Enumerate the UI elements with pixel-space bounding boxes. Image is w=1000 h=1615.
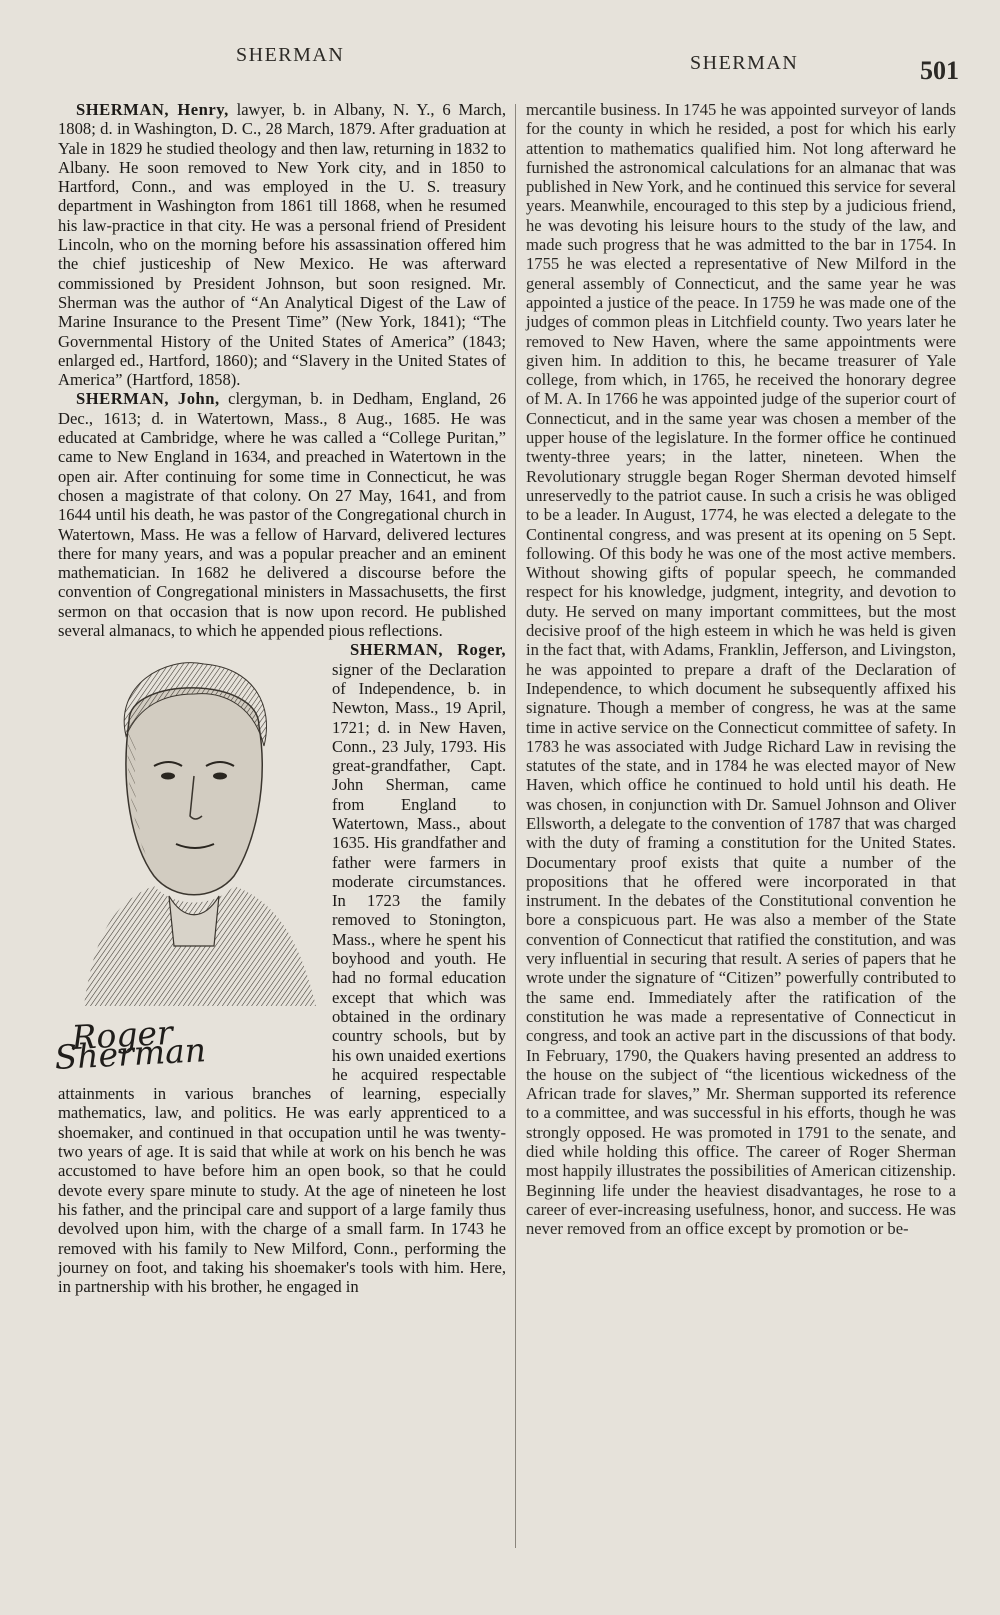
column-divider	[515, 104, 516, 1548]
entry-henry	[58, 100, 506, 389]
running-head-right: SHERMAN	[690, 52, 799, 74]
entry-name: SHERMAN, Roger,	[350, 640, 506, 660]
signature: Roger Sherman	[53, 1013, 207, 1078]
running-head-left: SHERMAN	[236, 44, 345, 66]
portrait-figure	[54, 646, 326, 1076]
entry-text: clergyman, b. in Dedham, England, 26 Dec., 1613; d. in Watertown, Mass., 8 Aug., 1685. He was educated at Cambridge, where he was called a “College Puritan,” came to New England in 1634, and preached in Watertown in the open air. After continuing for some time in Connecticut, he was chosen a magistrate of that colony. On 27 May, 1641, and from 1644 until his death, he was pastor of the Congregational church in Watertown, Mass. He was a fellow of Harvard, delivered lectures there for many years, and was a popular preacher and an eminent mathematician. In 1682 he delivered a discourse before the convention of Congregational ministers in Massachusetts, the first sermon on that occasion that is now upon record. He published several almanacs, to which he appended pious reflections.	[58, 389, 506, 641]
entry-name: SHERMAN, John,	[76, 389, 220, 409]
right-column	[526, 100, 956, 1239]
entry-name: SHERMAN, Henry,	[76, 100, 229, 119]
entry-john	[58, 389, 506, 640]
entry-text: lawyer, b. in Albany, N. Y., 6 March, 1808; d. in Washington, D. C., 28 March, 1879. After graduation at Yale in 1829 he studied theology and then law, returning in 1832 to Albany. He soon removed to New York city, and in 1850 to Hartford, Conn., and was employed in the U. S. treasury department in Washington from 1861 till 1868, when he resumed his law-practice in that city. He was a personal friend of President Lincoln, who on the morning before his assassination offered him the chief justiceship of New Mexico. He was afterward commissioned by President Johnson, but soon resigned. Mr. Sherman was the author of “An Analytical Digest of the Law of Marine Insurance to the Present Time” (New York, 1841); “The Governmental History of the United States of America” (1843; enlarged ed., Hartford, 1860); and “Slavery in the United States of America” (Hartford, 1858).	[58, 100, 506, 390]
entry-roger-continued: mercantile business. In 1745 he was appointed surveyor of lands for the county in which he resided, a post for which his early attention to mathematics qualified him. Not long afterward he furnished the astronomical calculations for an almanac that was published in New York, and he continued this service for several years. Meanwhile, encouraged to this step by a judicious friend, he was devoting his leisure hours to the study of the law, and made such progress that he was admitted to the bar in 1754. In 1755 he was elected a representative of New Milford in the general assembly of Connecticut, and the same year he was appointed a justice of the peace. In 1759 he was made one of the judges of common pleas in Litchfield county. Two years later he removed to New Haven, where the same appointments were given him. In addition to this, he became treasurer of Yale college, from which, in 1765, he received the honorary degree of M. A. In 1766 he was appointed judge of the superior court of Connecticut, and in the same year was chosen a member of the upper house of the legislature. In the former office he continued twenty-three years; in the latter, nineteen. When the Revolutionary struggle began Roger Sherman devoted himself unreservedly to the patriot cause. In such a crisis he was obliged to be a leader. In August, 1774, he was elected a delegate to the Continental congress, and was present at its opening on 5 Sept. following. Of this body he was one of the most active members. Without showing gifts of popular speech, he commanded respect for his knowledge, judgment, integrity, and devotion to duty. He served on many important committees, but the most decisive proof of the high esteem in which he was held is given in the fact that, with Adams, Franklin, Jefferson, and Livingston, he was appointed to prepare a draft of the Declaration of Independence, to which document he subsequently affixed his signature. Though a member of congress, he was at the same time in active service on the Connecticut committee of safety. In 1783 he was associated with Judge Richard Law in revising the statutes of the state, and in 1784 he was elected mayor of New Haven, which office he continued to hold until his death. He was chosen, in conjunction with Dr. Samuel Johnson and Oliver Ellsworth, a delegate to the convention of 1787 that was charged with the duty of framing a constitution for the United States. Documentary proof exists that quite a number of the propositions that he offered were incorporated in that instrument. In the debates of the Constitutional convention he bore a conspicuous part. He was also a member of the State convention of Connecticut that ratified the constitution, and was very influential in securing that result. A series of papers that he wrote under the signature of “Citizen” powerfully contributed to the same end. Immediately after the ratification of the constitution he was made a representative of Connecticut in congress, and took an active part in the discussions of that body. In February, 1790, the Quakers having presented an address to the house on the subject of “the licentious wickedness of the African trade for slaves,” Mr. Sherman supported its reference to a committee, and was successful in his efforts, though he was strongly opposed. He was promoted in 1791 to the senate, and died while holding this office. The career of Roger Sherman most happily illustrates the possibilities of American citizenship. Beginning life under the heaviest disadvantages, he rose to a career of ever-increasing usefulness, honor, and success. He was never removed from an office except by promotion or be-	[526, 100, 956, 1239]
page-number: 501	[920, 56, 959, 85]
left-column	[53, 100, 506, 1297]
portrait-engraving	[54, 646, 324, 1016]
entry-text: signer of the Declaration of Independence, b. in Newton, Mass., 19 April, 1721; d. in New Haven, Conn., 23 July, 1793. His great-grandfather, Capt. John Sherman, came from England to Watertown, Mass., about 1635. His grandfather and father were farmers in moderate circumstances. In 1723 the family removed to Stonington, Mass., where he spent his boyhood and youth. He had no formal education except that which was obtained in the ordinary country schools, but by his own unaided exertions he acquired respectable attainments in various branches of learning, especially mathematics, law, and politics. He was early apprenticed to a shoemaker, and continued in that occupation until he was twenty-two years of age. It is said that while at work on his bench he was accustomed to have before him an open book, so that he could devote every spare minute to study. At the age of nineteen he lost his father, and the principal care and support of a large family thus devolved upon him, with the charge of a small farm. In 1743 he removed with his family to New Milford, Conn., performing the journey on foot, and taking his shoemaker's tools with him. Here, in partnership with his brother, he engaged in	[58, 659, 506, 1297]
entry-roger	[53, 640, 506, 1297]
